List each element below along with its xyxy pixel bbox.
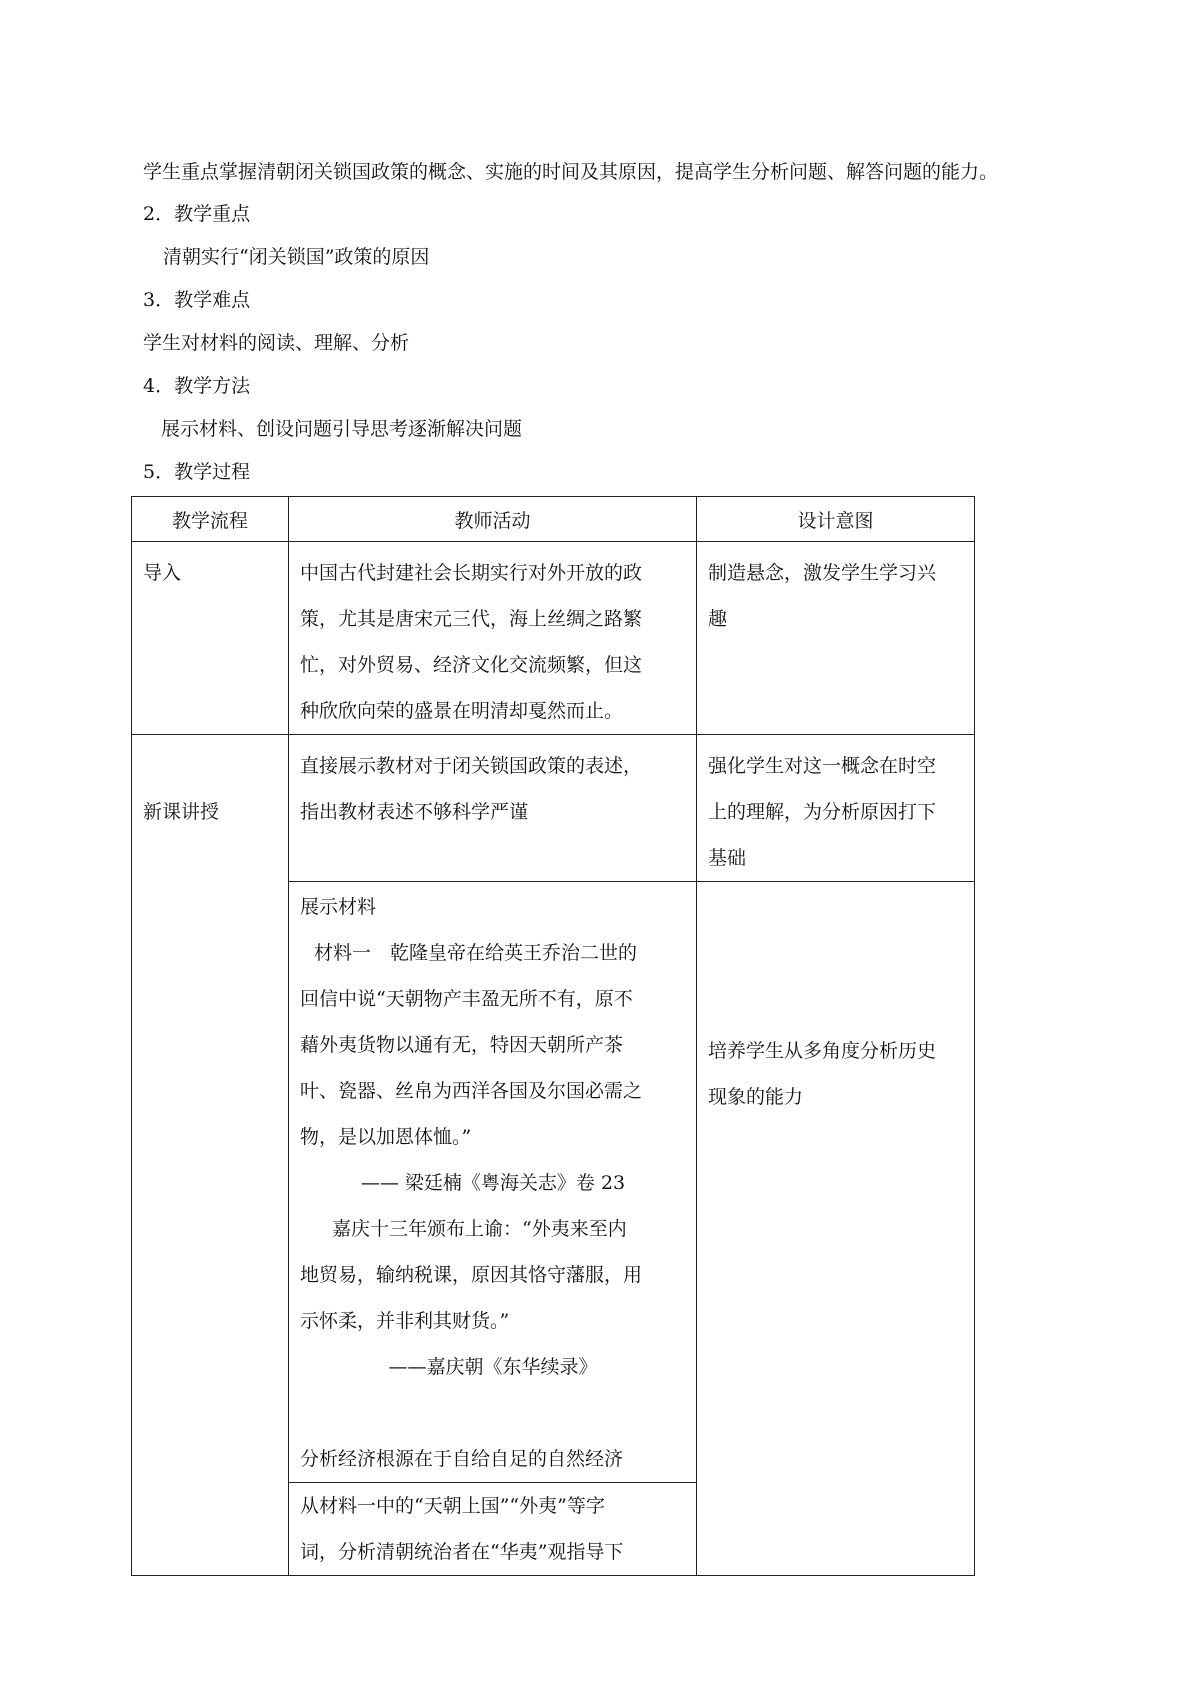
intent-line: 趣 [708,608,728,630]
activity-cell [289,882,697,1483]
header-stage: 教学流程 [132,497,289,542]
material-source: ——嘉庆朝《东华续录》 [388,1356,598,1378]
stage-cell [132,735,289,1576]
teaching-process-table [131,496,975,1576]
intent-line: 基础 [708,847,747,869]
material-conclusion: 分析经济根源在于自给自足的自然经济 [300,1448,624,1470]
material-line: 物，是以加恩体恤。” [300,1126,472,1148]
stage-cell [132,542,289,735]
material-line: 材料一 乾隆皇帝在给英王乔治二世的 [314,942,638,964]
header-activity: 教师活动 [289,497,697,542]
section-heading-method: 4．教学方法 [143,375,251,397]
section-content-focus: 清朝实行“闭关锁国”政策的原因 [163,246,430,268]
activity-line: 策，尤其是唐宋元三代，海上丝绸之路繁 [300,608,643,630]
table-header-row [132,497,975,542]
stage-label: 导入 [143,562,182,584]
intent-line: 现象的能力 [708,1086,804,1108]
material-title: 展示材料 [300,896,377,918]
activity-line: 词，分析清朝统治者在“华夷”观指导下 [300,1541,624,1563]
table-row [132,735,975,882]
intent-cell [697,735,975,882]
section-content-difficulty: 学生对材料的阅读、理解、分析 [143,332,410,354]
activity-line: 中国古代封建社会长期实行对外开放的政 [300,562,643,584]
section-content-method: 展示材料、创设问题引导思考逐渐解决问题 [161,418,523,440]
material-line: 示怀柔，并非利其财货。” [300,1310,510,1332]
material-line: 地贸易，输纳税课，原因其恪守藩服，用 [300,1264,643,1286]
activity-cell [289,1483,697,1576]
activity-line: 忙，对外贸易、经济文化交流频繁，但这 [300,654,643,676]
table-row [132,542,975,735]
activity-line: 种欣欣向荣的盛景在明清却戛然而止。 [300,700,624,722]
section-heading-focus: 2．教学重点 [143,203,251,225]
activity-line: 指出教材表述不够科学严谨 [300,801,529,823]
intro-line: 学生重点掌握清朝闭关锁国政策的概念、实施的时间及其原因，提高学生分析问题、解答问题的能力。 [143,161,999,183]
material-line: 叶、瓷器、丝帛为西洋各国及尔国必需之 [300,1080,643,1102]
activity-cell [289,735,697,882]
activity-line: 从材料一中的“天朝上国”“外夷”等字 [300,1495,605,1517]
material-line: 回信中说“天朝物产丰盈无所不有，原不 [300,988,633,1010]
stage-label: 新课讲授 [143,801,220,823]
header-intent: 设计意图 [697,497,975,542]
intent-line: 上的理解，为分析原因打下 [708,801,937,823]
intent-cell [697,882,975,1576]
activity-cell [289,542,697,735]
section-heading-process: 5．教学过程 [143,461,251,483]
intent-line: 培养学生从多角度分析历史 [708,1040,937,1062]
material-line: 嘉庆十三年颁布上谕：“外夷来至内 [332,1218,627,1240]
section-heading-difficulty: 3．教学难点 [143,289,251,311]
material-line: 藉外夷货物以通有无，特因天朝所产茶 [300,1034,624,1056]
intent-line: 强化学生对这一概念在时空 [708,755,937,777]
spacer [300,1390,686,1436]
intent-line: 制造悬念，激发学生学习兴 [708,562,937,584]
material-source: —— 梁廷楠《粤海关志》卷 23 [360,1172,626,1194]
intent-cell [697,542,975,735]
activity-line: 直接展示教材对于闭关锁国政策的表述， [300,755,643,777]
